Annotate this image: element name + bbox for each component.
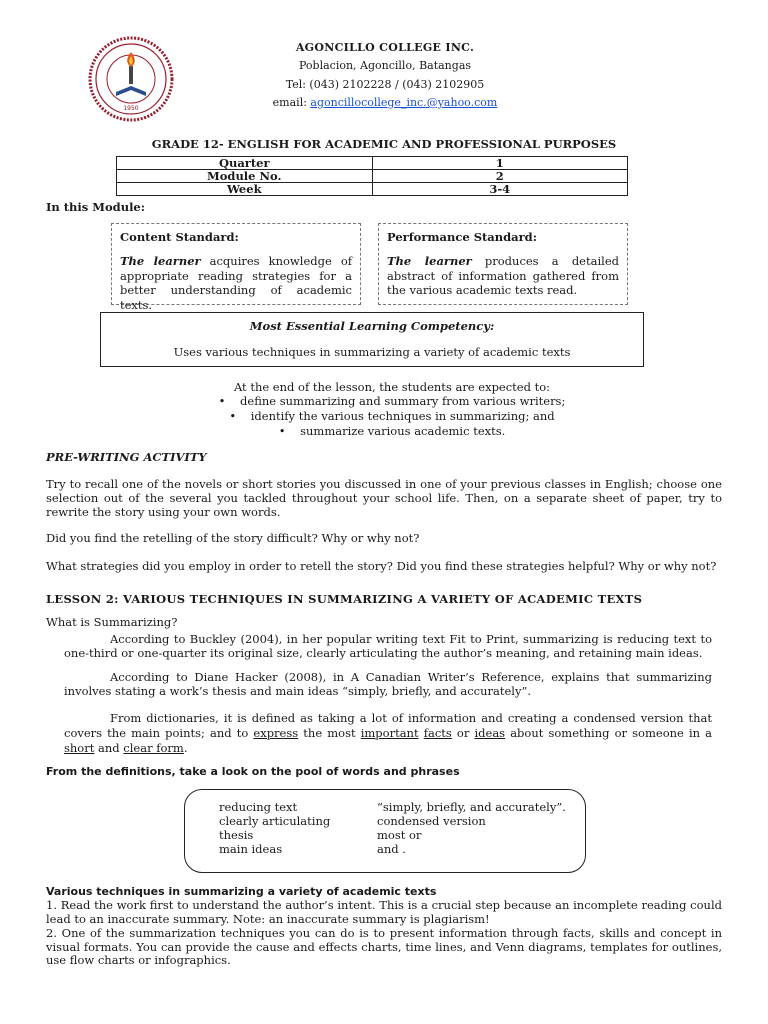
melc-box (100, 312, 644, 367)
list-item: reducing text (219, 800, 298, 814)
lesson-paragraph-hacker: According to Diane Hacker (2008), in A Canadian Writer’s Reference, explains that summarizing involves stating a work’s thesis and main ideas “simply, briefly, and accurately”. (64, 670, 712, 698)
module-info-table (116, 156, 628, 196)
table-row: Quarter 1 (117, 157, 628, 170)
lesson-paragraph-buckley: According to Buckley (2004), in her popular writing text Fit to Print, summarizing is reducing text to one-third or one-quarter its original size, clearly articulating the author’s meaning, and retaining main ideas. (64, 632, 712, 660)
prewriting-question-1: Did you find the retelling of the story difficult? Why or why not? (46, 531, 420, 545)
performance-standard-text: The learner produces a detailed abstract of information gathered from the various academic texts read. (387, 254, 619, 297)
objective-item: • identify the various techniques in summarizing; and (229, 409, 555, 423)
technique-1: 1. Read the work first to understand the author’s intent. This is a crucial step because an incomplete reading could lead to an inaccurate summary. Note: an inaccurate summary is plagiarism! (46, 898, 722, 926)
technique-2: 2. One of the summarization techniques you can do is to present information through facts, skills and concept in visual formats. You can provide the cause and effects charts, time lines, and Venn diagrams, templates for outlines, use flow charts or infographics. (46, 926, 722, 967)
college-seal-logo (88, 36, 174, 122)
list-item: main ideas (219, 842, 283, 856)
what-is-summarizing: What is Summarizing? (46, 615, 178, 629)
list-item: clearly articulating (219, 814, 331, 828)
list-item: “simply, briefly, and accurately”. (377, 800, 566, 814)
word-pool-right-column (377, 800, 566, 856)
list-item: thesis (219, 828, 254, 842)
content-standard-text: The learner acquires knowledge of appropriate reading strategies for a better understanding of academic texts. (120, 254, 353, 312)
prewriting-paragraph: Try to recall one of the novels or short stories you discussed in one of your previous classes in English; choose one selection out of the several you tackled throughout your school life. Then, on a separate sheet of paper, try to rewrite the story using your own words. (46, 477, 722, 519)
content-standard-box (111, 223, 361, 312)
in-this-module-label: In this Module: (46, 200, 145, 214)
email-label: email: (272, 96, 307, 109)
college-telephone: Tel: (043) 2102228 / (043) 2102905 (285, 78, 485, 91)
list-item: and . (377, 842, 406, 856)
list-item: most or (377, 828, 422, 842)
performance-standard-heading: Performance Standard: (387, 230, 537, 244)
pool-heading: From the definitions, take a look on the pool of words and phrases (46, 765, 460, 778)
prewriting-heading: PRE-WRITING ACTIVITY (46, 450, 207, 464)
objectives-intro: At the end of the lesson, the students are expected to: (233, 380, 551, 394)
performance-standard-box (378, 223, 628, 305)
table-row: Week 3-4 (117, 183, 628, 196)
college-email-line (230, 96, 540, 109)
techniques-heading: Various techniques in summarizing a variety of academic texts (46, 885, 437, 898)
college-name: AGONCILLO COLLEGE INC. (295, 41, 475, 54)
list-item: condensed version (377, 814, 486, 828)
email-link[interactable]: agoncillocollege_inc.@yahoo.com (310, 96, 498, 109)
lesson-heading: LESSON 2: VARIOUS TECHNIQUES IN SUMMARIZING A VARIETY OF ACADEMIC TEXTS (46, 592, 643, 606)
table-row: Module No. 2 (117, 170, 628, 183)
module-title: GRADE 12- ENGLISH FOR ACADEMIC AND PROFESSIONAL PURPOSES (151, 137, 617, 151)
college-address: Poblacion, Agoncillo, Batangas (298, 59, 472, 72)
objective-item: • define summarizing and summary from various writers; (218, 394, 566, 408)
word-pool-left-column (219, 800, 330, 856)
prewriting-question-2: What strategies did you employ in order to retell the story? Did you find these strategies helpful? Why or why not? (46, 559, 717, 573)
objective-item: • summarize various academic texts. (278, 424, 506, 438)
content-standard-heading: Content Standard: (120, 230, 239, 244)
lesson-paragraph-dictionaries: From dictionaries, it is defined as taking a lot of information and creating a condensed version that covers the main points; and to express the most important facts or ideas about something or someone in a short and clear form. (64, 711, 713, 755)
svg-text:1950: 1950 (123, 105, 139, 112)
melc-heading: Most Essential Learning Competency: (249, 319, 495, 333)
word-pool-box (184, 789, 586, 873)
melc-text: Uses various techniques in summarizing a variety of academic texts (173, 345, 571, 359)
